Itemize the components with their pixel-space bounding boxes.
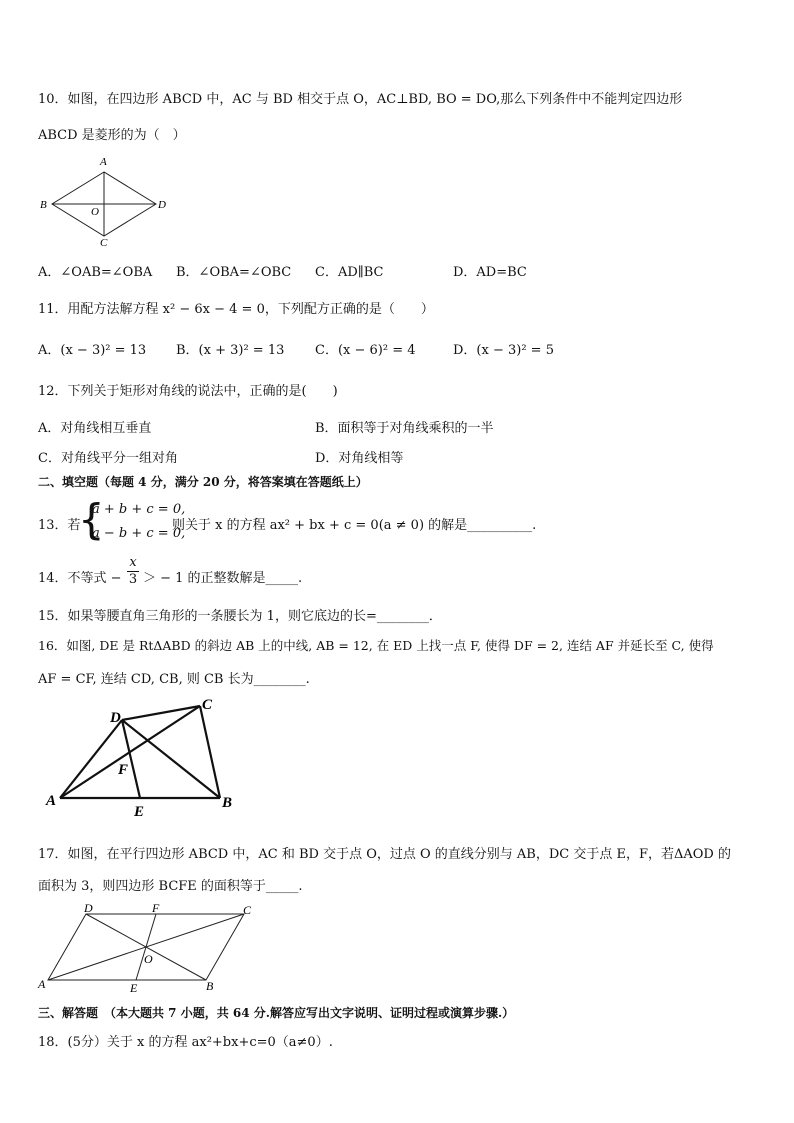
- q11-stem: 11．用配方法解方程 x² − 6x − 4 = 0，下列配方正确的是（ ）: [38, 302, 434, 317]
- q17-parallelogram-figure: [38, 900, 268, 996]
- q13-equation-2: a − b + c = 0,: [92, 526, 186, 541]
- q17-label-a: A: [38, 977, 46, 991]
- q18-stem: 18．(5分）关于 x 的方程 ax²+bx+c=0（a≠0）.: [38, 1035, 333, 1050]
- q12-option-b: B．面积等于对角线乘积的一半: [315, 421, 494, 436]
- q14-fraction-denominator: 3: [128, 572, 138, 587]
- q16-stem-line2: AF = CF, 连结 CD, CB, 则 CB 长为________.: [38, 672, 310, 687]
- q10-rhombus-figure: [38, 152, 178, 248]
- q12-stem: 12．下列关于矩形对角线的说法中，正确的是( ): [38, 384, 338, 399]
- q10-stem-line1: 10．如图，在四边形 ABCD 中，AC 与 BD 相交于点 O，AC⊥BD, BO = DO,那么下列条件中不能判定四边形: [38, 92, 683, 107]
- q16-label-d: D: [110, 710, 121, 726]
- q13-brace: {: [78, 495, 105, 544]
- q10-stem-line2: ABCD 是菱形的为（ ）: [38, 128, 186, 143]
- q17-stem-line1: 17．如图，在平行四边形 ABCD 中，AC 和 BD 交于点 O，过点 O 的直线分别与 AB，DC 交于点 E，F，若ΔAOD 的: [38, 847, 731, 862]
- q17-label-b: B: [206, 979, 214, 993]
- q10-option-c: C．AD∥BC: [315, 265, 384, 280]
- q10-option-b: B．∠OBA=∠OBC: [176, 265, 292, 280]
- q16-figure: [38, 692, 248, 822]
- q14-fraction: [127, 555, 139, 588]
- q17-label-o: O: [144, 952, 153, 966]
- q17-stem-line2: 面积为 3，则四边形 BCFE 的面积等于_____.: [38, 879, 303, 894]
- q10-label-c: C: [100, 237, 108, 249]
- q10-label-b: B: [40, 199, 47, 211]
- q12-option-a: A．对角线相互垂直: [38, 421, 152, 436]
- q10-option-d: D．AD=BC: [453, 265, 527, 280]
- q12-option-c: C．对角线平分一组对角: [38, 451, 178, 466]
- q16-label-c: C: [202, 697, 213, 713]
- q13-equation-1: a + b + c = 0,: [92, 502, 186, 517]
- q11-option-c: C．(x − 6)² = 4: [315, 343, 416, 358]
- q10-label-a: A: [100, 156, 107, 168]
- q16-label-a: A: [46, 793, 57, 809]
- q16-label-f: F: [118, 762, 129, 778]
- q10-label-o: O: [91, 206, 99, 218]
- q11-option-b: B．(x + 3)² = 13: [176, 343, 285, 358]
- q14-suffix: ＞ − 1 的正整数解是_____.: [143, 571, 303, 586]
- q10-label-d: D: [158, 199, 166, 211]
- q13-prefix: 13．若: [38, 518, 81, 533]
- q17-label-d: D: [84, 901, 93, 915]
- q10-option-a: A．∠OAB=∠OBA: [38, 265, 153, 280]
- q12-option-d: D．对角线相等: [315, 451, 404, 466]
- q17-label-f: F: [152, 901, 160, 915]
- q11-option-d: D．(x − 3)² = 5: [453, 343, 554, 358]
- q17-label-e: E: [130, 981, 138, 995]
- q13-suffix: 则关于 x 的方程 ax² + bx + c = 0(a ≠ 0) 的解是__________.: [172, 518, 537, 533]
- q16-label-e: E: [134, 804, 145, 820]
- q14-prefix: 14．不等式 −: [38, 571, 122, 586]
- section-3-heading: 三、解答题 （本大题共 7 小题，共 64 分.解答应写出文字说明、证明过程或演算步骤.）: [38, 1006, 515, 1020]
- q15-stem: 15．如果等腰直角三角形的一条腰长为 1，则它底边的长=________．: [38, 609, 442, 624]
- section-2-heading: 二、填空题（每题 4 分，满分 20 分，将答案填在答题纸上）: [38, 475, 368, 489]
- q16-stem-line1: 16．如图, DE 是 RtΔABD 的斜边 AB 上的中线, AB = 12, 在 ED 上找一点 F, 使得 DF = 2, 连结 AF 并延长至 C, 使得: [38, 638, 714, 653]
- q17-label-c: C: [243, 903, 252, 917]
- q16-label-b: B: [222, 795, 233, 811]
- q11-option-a: A．(x − 3)² = 13: [38, 343, 147, 358]
- q14-fraction-numerator: x: [127, 555, 139, 572]
